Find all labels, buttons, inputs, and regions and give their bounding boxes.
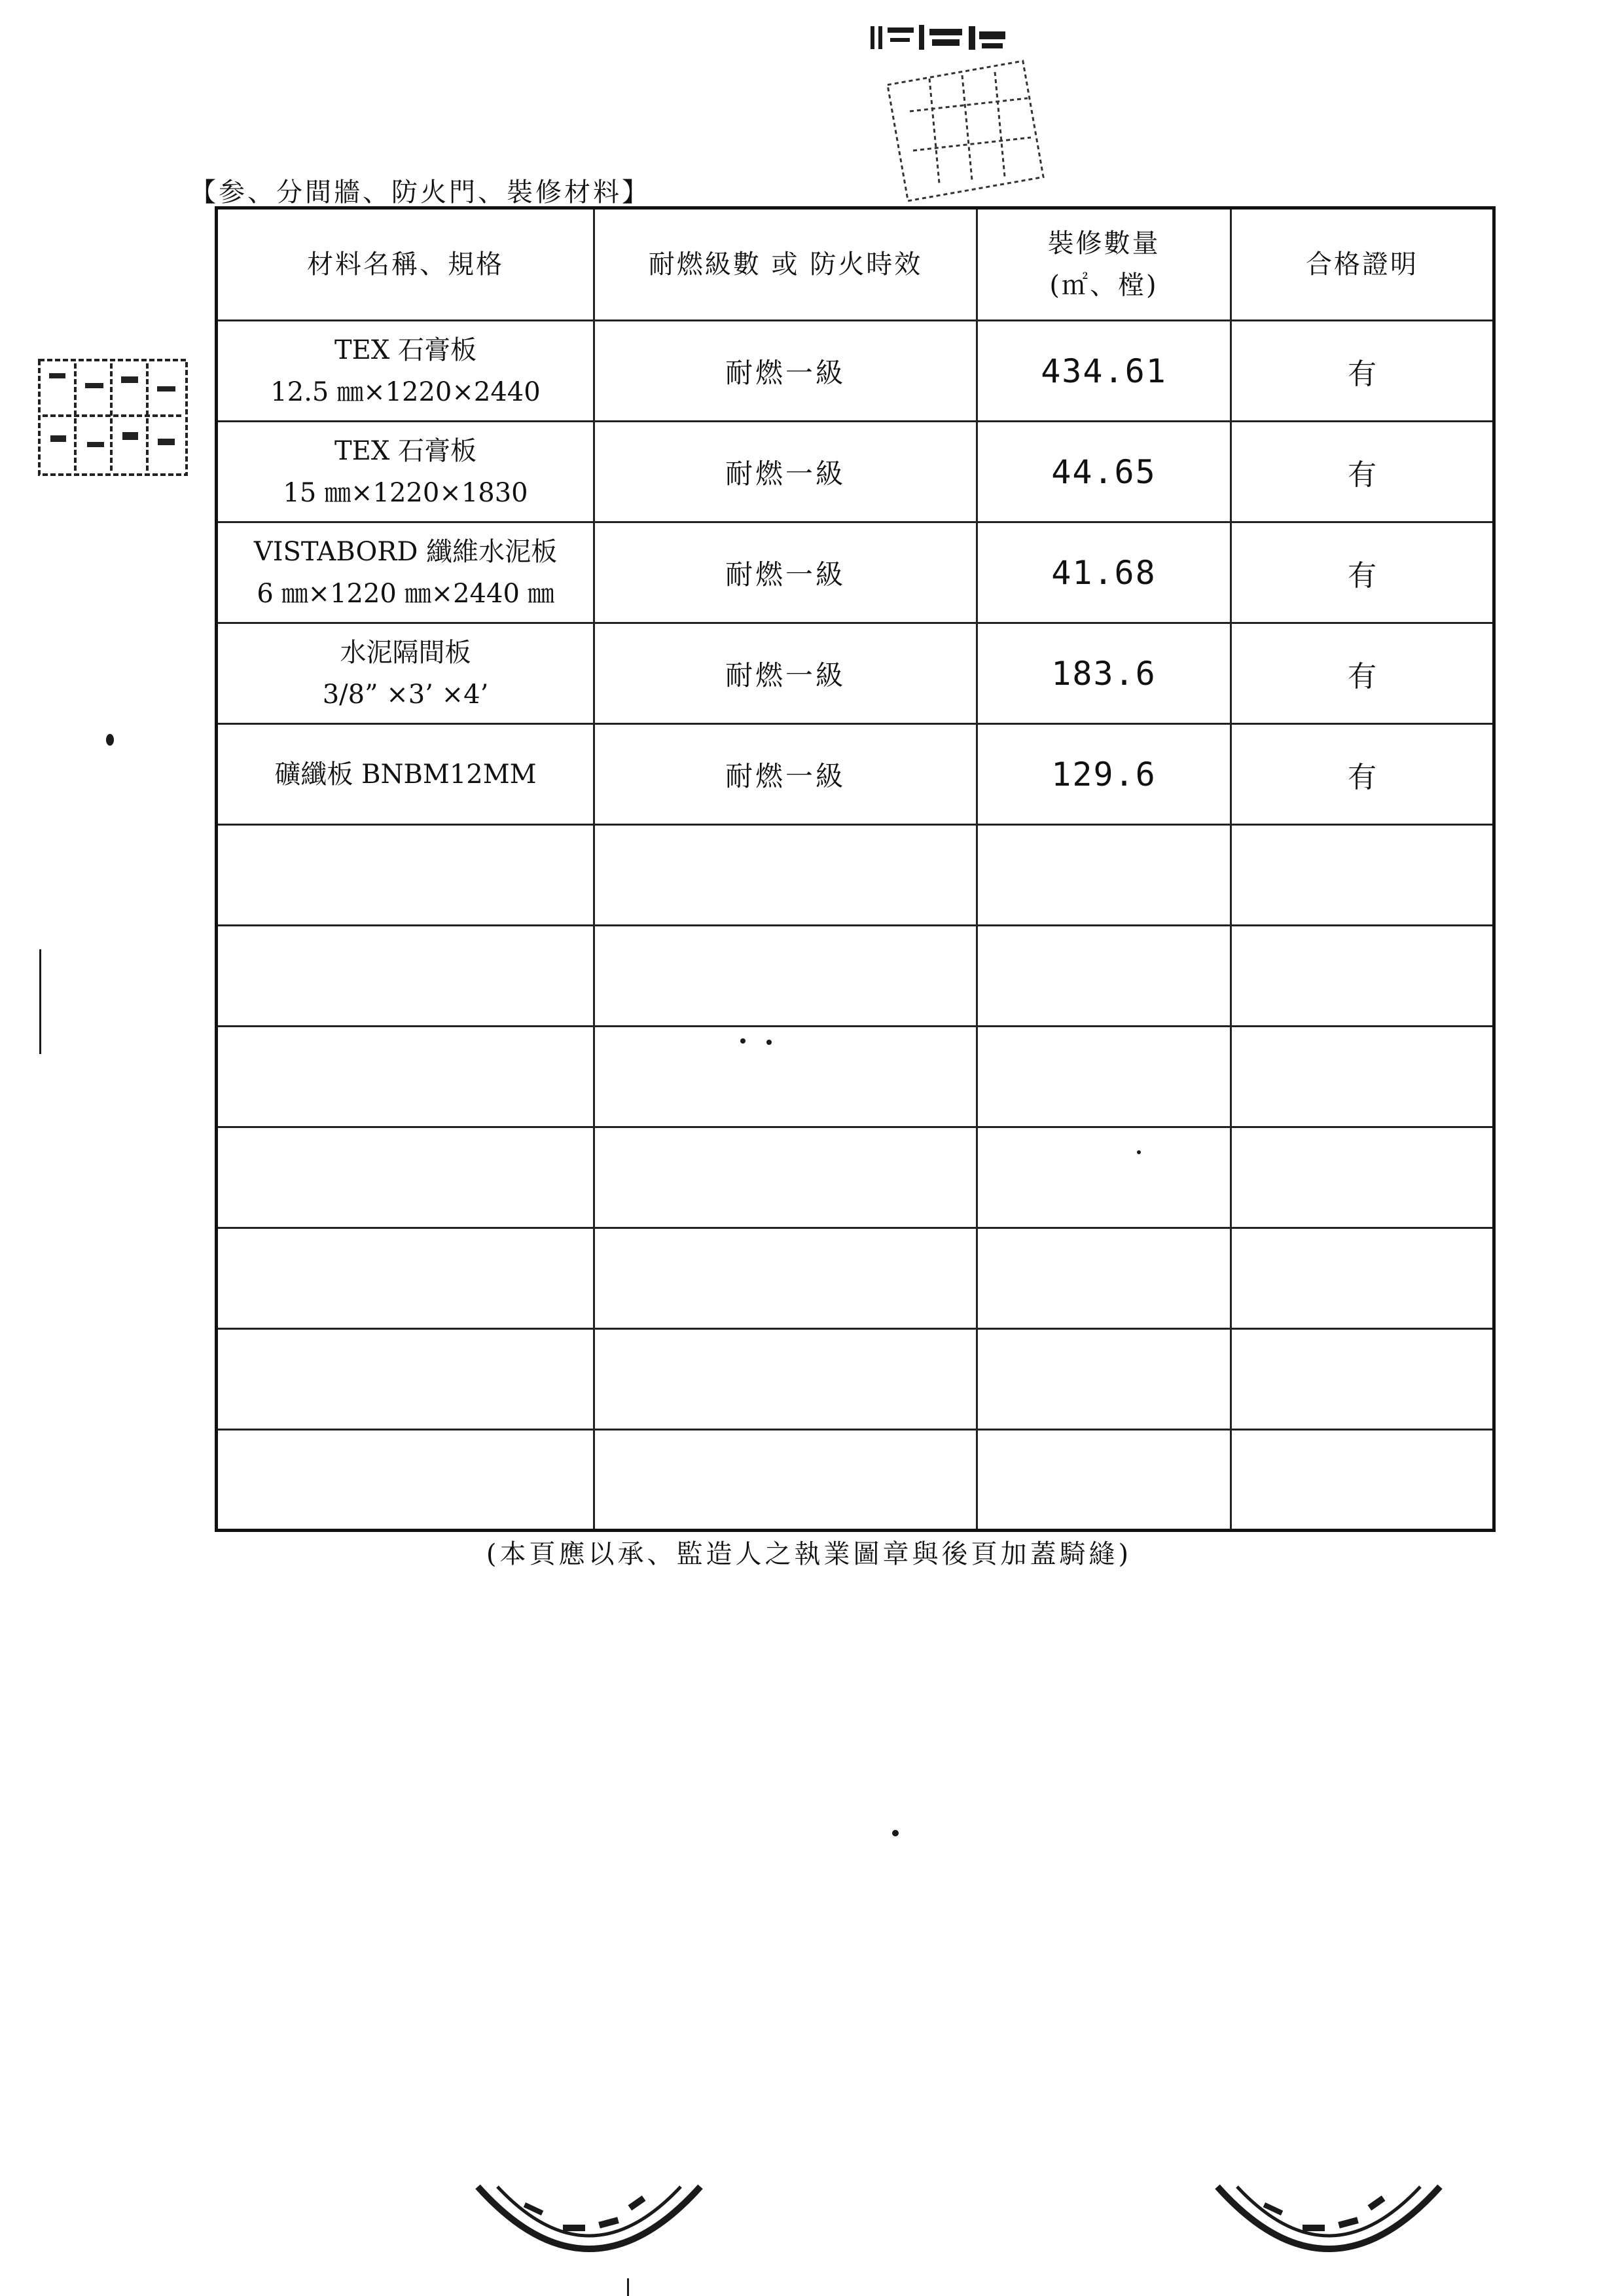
header-material-name: 材料名稱、規格 [217,208,594,321]
fire-rating-cell: 耐燃一級 [594,321,977,422]
certificate-cell: 有 [1231,623,1494,724]
certificate-cell: 有 [1231,321,1494,422]
quantity-cell: 44.65 [977,422,1231,522]
fire-rating-cell: 耐燃一級 [594,724,977,825]
fire-rating-cell: 耐燃一級 [594,623,977,724]
quantity-cell: 129.6 [977,724,1231,825]
section-title: 【参、分間牆、防火門、裝修材料】 [190,177,651,208]
certificate-cell: 有 [1231,724,1494,825]
fire-rating-cell: 耐燃一級 [594,422,977,522]
header-certificate: 合格證明 [1231,208,1494,321]
material-spec: 6 ㎜×1220 ㎜×2440 ㎜ [257,578,554,609]
certificate-cell: 有 [1231,422,1494,522]
header-fire-rating: 耐燃級數 或 防火時效 [594,208,977,321]
material-spec: 15 ㎜×1220×1830 [283,477,528,508]
quantity-cell: 41.68 [977,522,1231,623]
certificate-cell: 有 [1231,522,1494,623]
header-quantity-line1: 裝修數量 [1047,228,1160,259]
material-name: VISTABORD 纖維水泥板 [253,536,558,567]
material-name: 水泥隔間板 [340,637,471,668]
material-name: TEX 石膏板 [334,435,477,466]
material-name: TEX 石膏板 [334,335,477,365]
material-spec: 12.5 ㎜×1220×2440 [270,376,541,407]
material-spec: 3/8” ×3’ ×4’ [322,679,489,710]
quantity-cell: 183.6 [977,623,1231,724]
quantity-cell: 434.61 [977,321,1231,422]
header-quantity-line2: (㎡、樘) [1049,270,1159,301]
footer-note: (本頁應以承、監造人之執業圖章與後頁加蓋騎縫) [486,1539,1132,1569]
fire-rating-cell: 耐燃一級 [594,522,977,623]
material-name: 礦纖板 BNBM12MM [274,759,537,790]
